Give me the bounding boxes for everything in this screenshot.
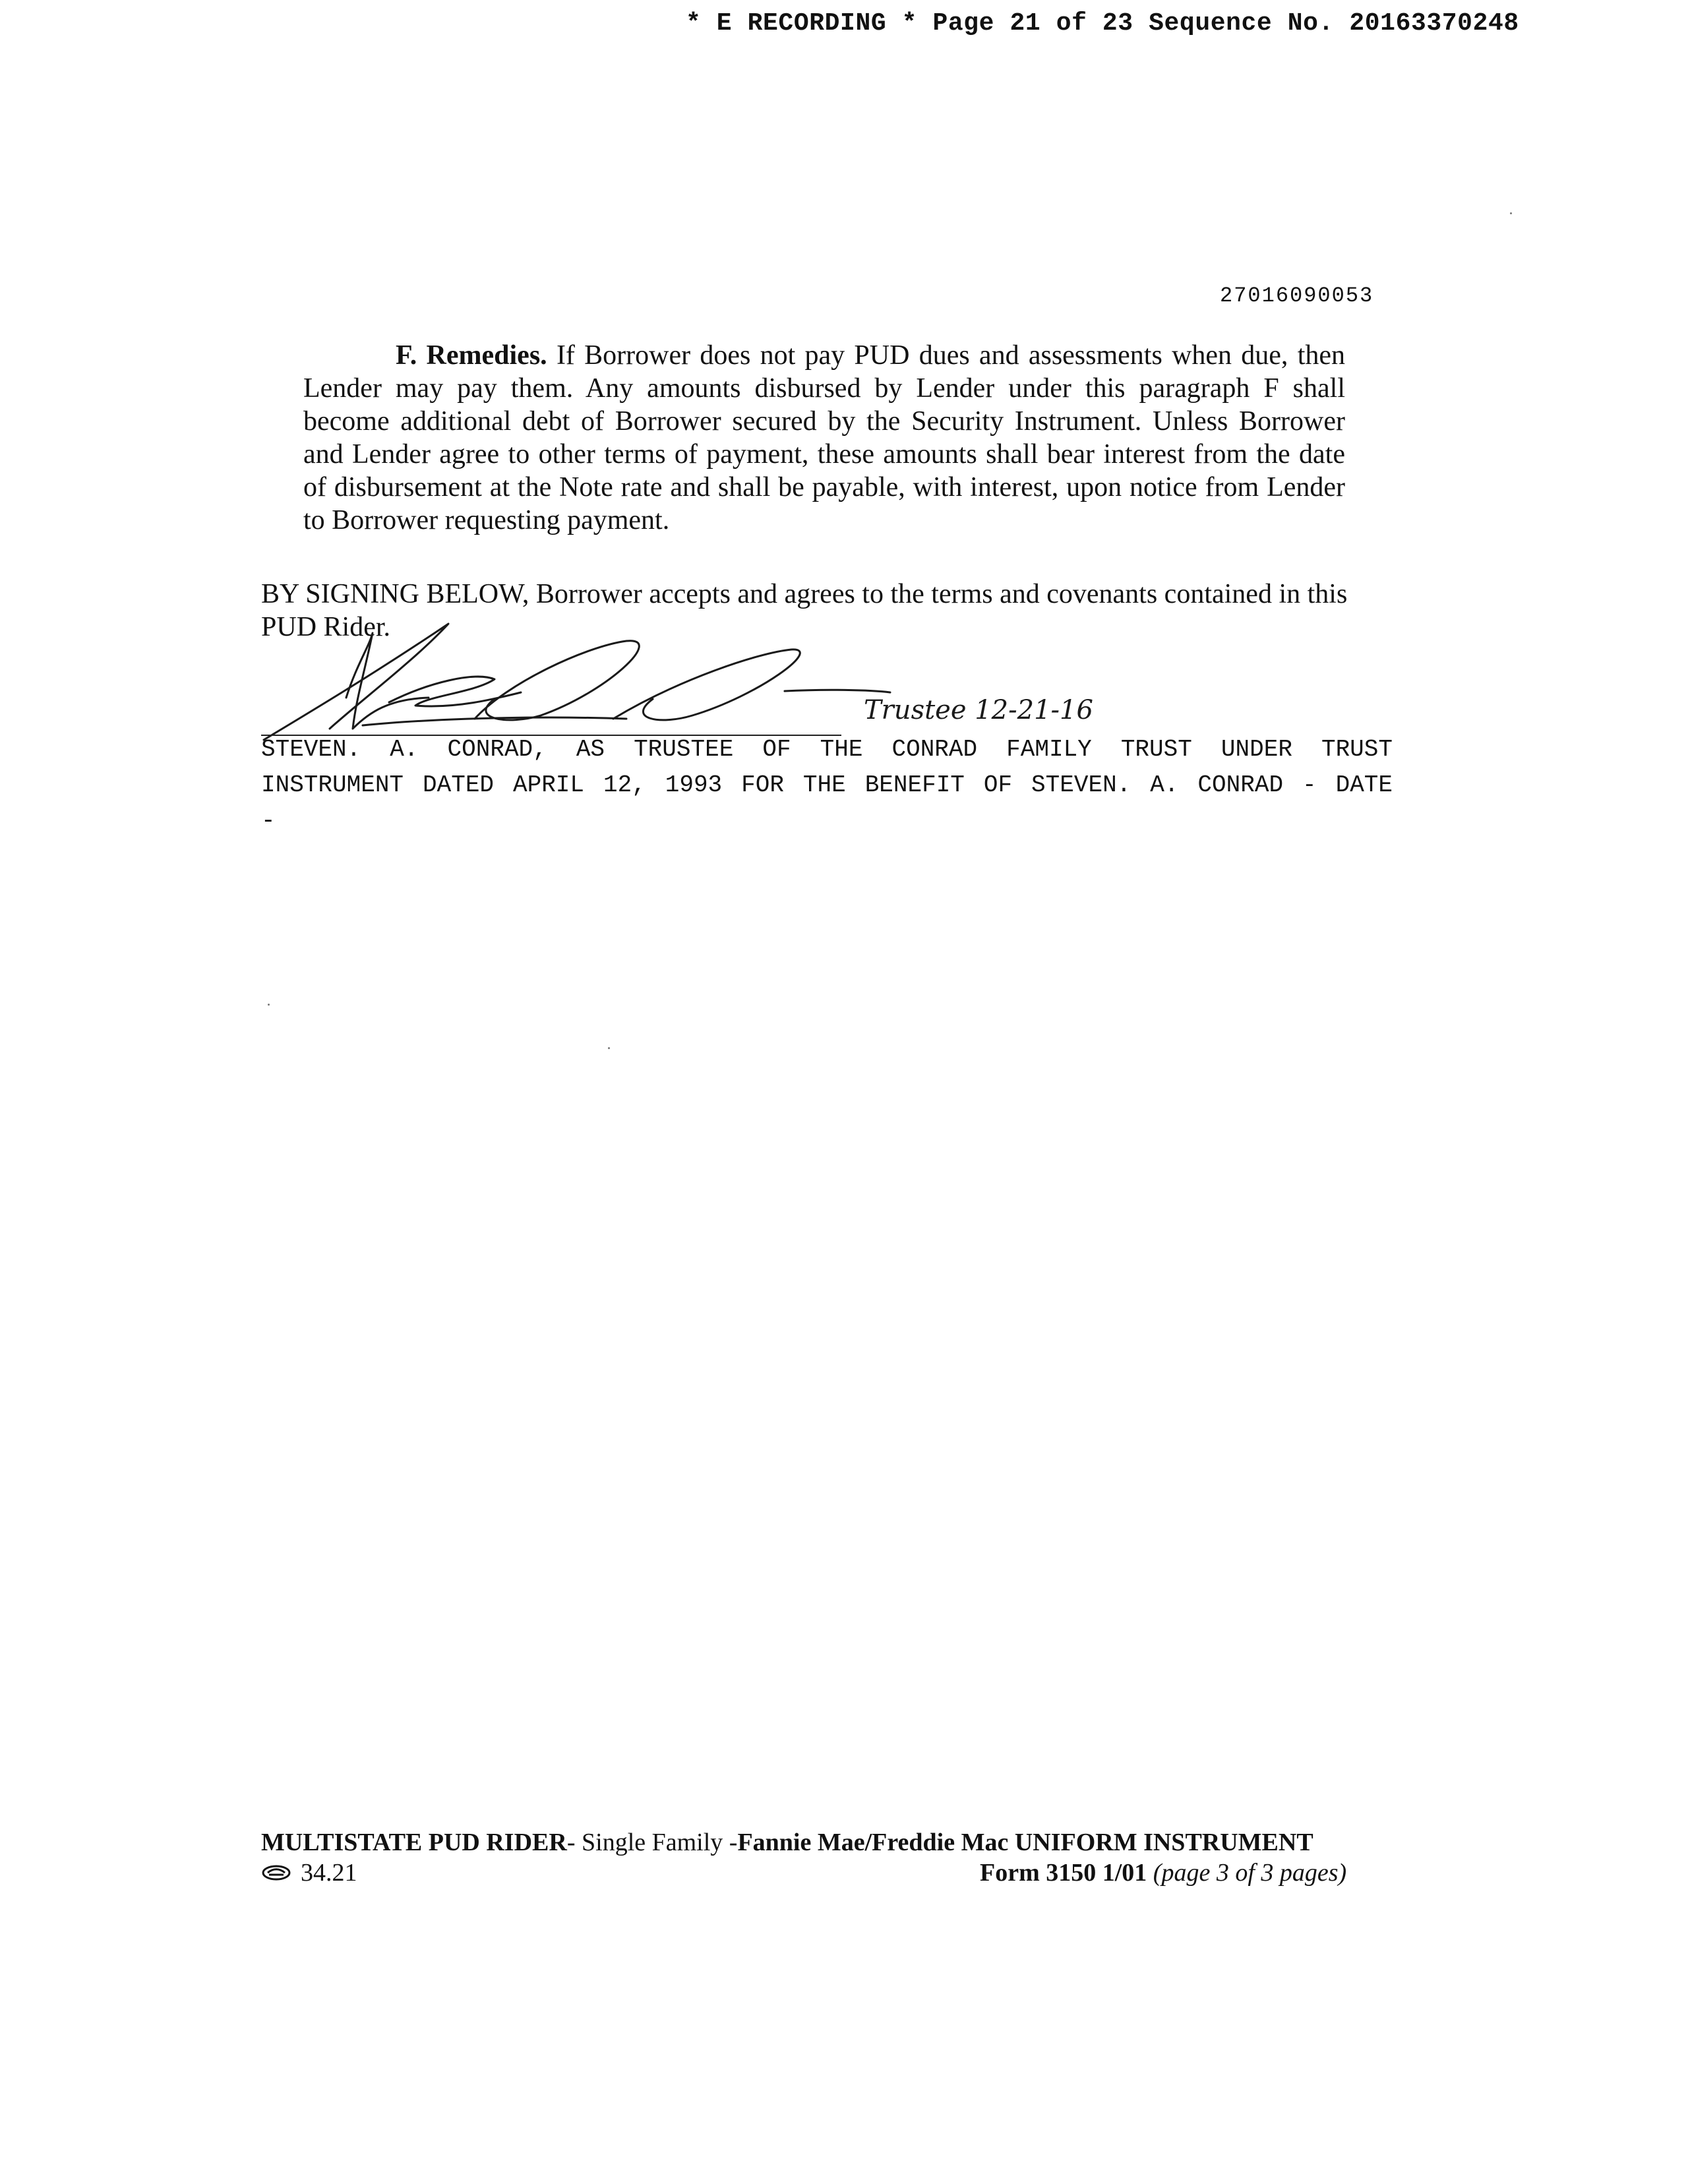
remedies-body: If Borrower does not pay PUD dues and assessments when due, then Lender may pay them. Any amounts disbursed by Lender under this paragraph F shall become additional debt of Borrower secured by the Security Instrument. Unless Borrower and Lender agree to other terms of payment, these amounts shall bear interest from the date of disbursement at the Note rate and shall be payable, with interest, upon notice from Lender to Borrower requesting payment. [303,340,1346,535]
remedies-heading: F. Remedies. [396,340,547,371]
lender-logo-icon [261,1864,291,1881]
signature-annotation: Trustee 12-21-16 [864,695,1093,725]
recording-header: * E RECORDING * Page 21 of 23 Sequence No. 20163370248 [686,9,1519,38]
document-reference-number: 27016090053 [1220,284,1374,308]
scan-speck [1510,212,1512,214]
signer-block: STEVEN. A. CONRAD, AS TRUSTEE OF THE CONRAD FAMILY TRUST UNDER TRUST INSTRUMENT DATED APRIL 12, 1993 FOR THE BENEFIT OF STEVEN. A. CONRAD - DATE - [261,736,1393,834]
footer-title [261,1828,1313,1857]
footer-title-uniform: Fannie Mae/Freddie Mac UNIFORM INSTRUMENT [737,1829,1313,1856]
footer-title-primary: MULTISTATE PUD RIDER [261,1829,567,1856]
borrower-signature [257,620,1180,745]
form-number: Form 3150 1/01 [980,1859,1147,1887]
page-info: (page 3 of 3 pages) [1153,1859,1347,1887]
scan-speck [608,1047,610,1049]
form-code-number: 34.21 [301,1859,357,1887]
footer-form-code [261,1858,357,1887]
scan-speck [268,1004,270,1006]
signing-statement: BY SIGNING BELOW, Borrower accepts and agrees to the terms and covenants contained in this PUD Rider. [261,579,1348,642]
footer-form-id [980,1858,1346,1887]
remedies-paragraph [303,339,1345,537]
footer-title-subtype: - Single Family - [566,1829,738,1856]
